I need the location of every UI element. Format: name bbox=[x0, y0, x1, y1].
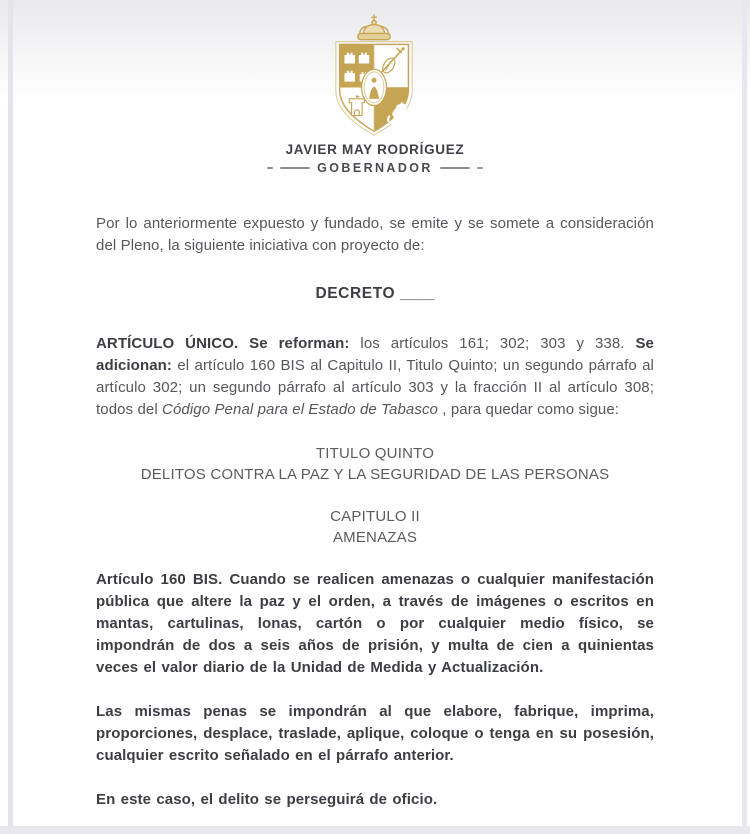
governor-role-row bbox=[0, 161, 750, 175]
decree-heading bbox=[96, 283, 654, 305]
articulo-160-paragraph: Artículo 160 BIS. Cuando se realicen amenazas o cualquier manifestación pública que altere la paz y el orden, a través de imágenes o escritos en mantas, cartulinas, lonas, cartón o por cualquier medio físico, se impondrán de dos a seis años de prisión, y multa de cien a quinientas veces el valor diario de la Unidad de Medida y Actualización. bbox=[96, 571, 654, 676]
delitos-label: DELITOS CONTRA LA PAZ Y LA SEGURIDAD DE LAS PERSONAS bbox=[140, 466, 610, 483]
oficio-paragraph: En este caso, el delito se perseguirá de oficio. bbox=[96, 791, 438, 808]
codigo-penal-reference: Código Penal para el Estado de Tabasco bbox=[162, 401, 438, 418]
dash-line bbox=[280, 167, 310, 169]
decree-blank-line: ____ bbox=[400, 285, 435, 302]
tabasco-coat-of-arms-icon bbox=[317, 12, 433, 138]
amenazas-label: AMENAZAS bbox=[332, 529, 418, 546]
articulo-unico-text-3: , para quedar como sigue: bbox=[442, 401, 620, 418]
titulo-quinto-label: TITULO QUINTO bbox=[315, 445, 435, 462]
dash-line bbox=[267, 167, 273, 169]
articulo-unico-paragraph bbox=[96, 333, 654, 421]
document-body bbox=[96, 213, 654, 811]
articulo-unico-text-1: los artículos 161; 302; 303 y 338. bbox=[360, 335, 636, 352]
governor-name: JAVIER MAY RODRÍGUEZ bbox=[285, 142, 465, 157]
dash-line bbox=[440, 167, 470, 169]
intro-paragraph: Por lo anteriormente expuesto y fundado, se emite y se somete a consideración del Pleno, la siguiente iniciativa con proyecto de: bbox=[96, 215, 654, 254]
scan-bottom-edge bbox=[0, 826, 750, 834]
capitulo-heading bbox=[96, 506, 654, 548]
articulo-unico-text-2: el artículo 160 BIS al Capitulo II, Titulo Quinto; un segundo párrafo al artículo 302; un segundo párrafo al artículo 303 y la fracción II al artículo 308; todos del bbox=[96, 357, 654, 418]
articulo-unico-lead: ARTÍCULO ÚNICO. Se reforman: bbox=[96, 335, 350, 352]
letterhead bbox=[0, 0, 750, 175]
titulo-quinto-heading bbox=[96, 443, 654, 485]
governor-role: GOBERNADOR bbox=[317, 161, 433, 175]
mismas-penas-paragraph: Las mismas penas se impondrán al que elabore, fabrique, imprima, proporciones, desplace, traslade, aplique, coloque o tenga en su posesión, cualquier escrito señalado en el párrafo anterior. bbox=[96, 703, 654, 764]
decree-label: DECRETO bbox=[315, 285, 396, 302]
se-adicionan-lead: Se adicionan: bbox=[96, 335, 654, 374]
dash-line bbox=[477, 167, 483, 169]
capitulo-label: CAPITULO II bbox=[330, 508, 420, 525]
